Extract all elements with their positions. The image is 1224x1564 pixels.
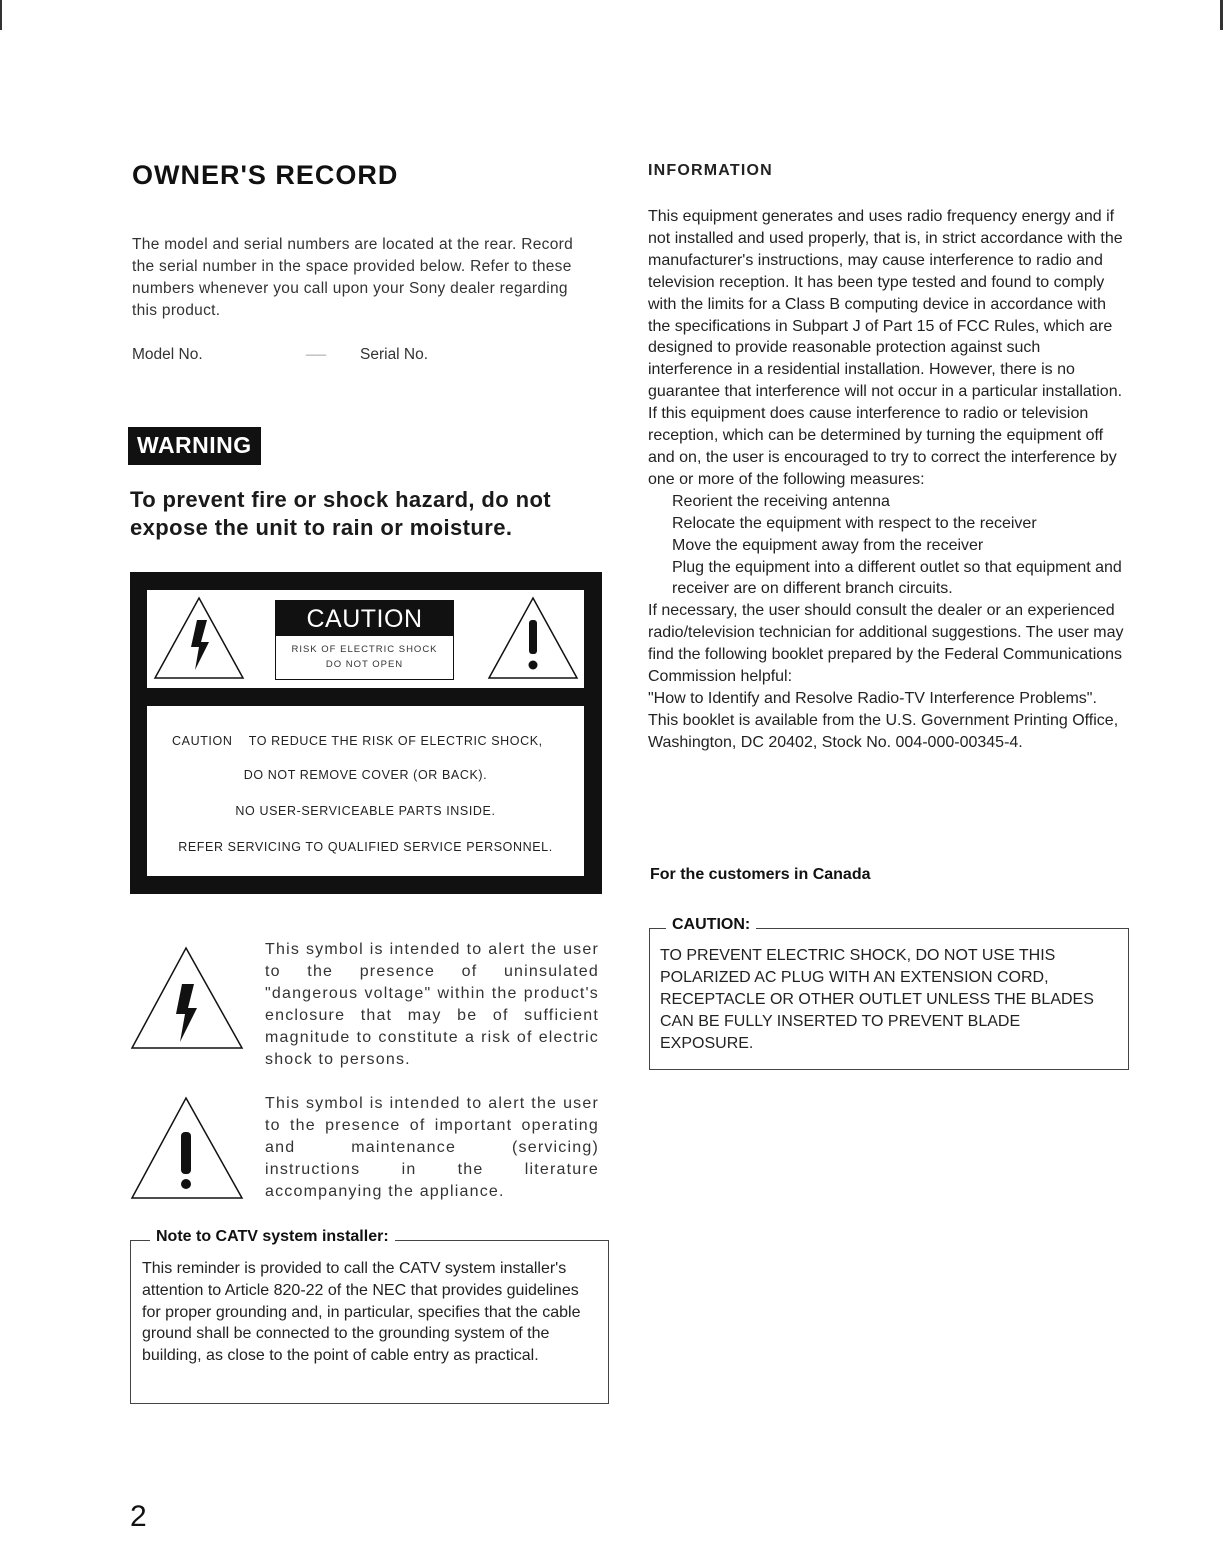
caution-text-prefix: CAUTION [172,734,233,748]
caution-heading: CAUTION [276,601,453,636]
lightning-symbol-explanation: This symbol is intended to alert the user to the presence of uninsulated "dangerous voltage" within the product's enclosure that may be of sufficient magnitude to constitute a risk of electric shock to persons. [265,941,599,1068]
scan-edge-right [1220,0,1223,30]
owners-record-title: OWNER'S RECORD [132,160,399,190]
lightning-triangle-icon [130,946,244,1050]
caution-label-text-panel [147,706,584,876]
information-intro: This equipment generates and uses radio frequency energy and if not installed and used properly, that is, in strict accordance with the manufacturer's instructions, may cause interference to radio and television reception. It has been type tested and found to comply with the limits for a Class B computing device in accordance with the specifications in Subpart J of Part 15 of FCC Rules, which are designed to provide reasonable protection against such interference in a residential installation. However, there is no guarantee that interference will not occur in a particular installation. If this equipment does cause interference to radio or television reception, which can be determined by turning the equipment off and on, the user is encouraged to try to correct the interference by one or more of the following measures: [648,208,1123,488]
catv-note-body: This reminder is provided to call the CATV system installer's attention to Article 820-22 of the NEC that provides guidelines for proper grounding and, in particular, specifies that the cable ground shall be connected to the grounding system of the building, as close to the point of cable entry as practical. [142,1260,581,1365]
measure-item: Relocate the equipment with respect to the receiver [672,514,1037,532]
catv-note-heading: Note to CATV system installer: [150,1228,395,1246]
measure-item: Plug the equipment into a different outlet so that equipment and receiver are on different branch circuits. [672,558,1122,598]
information-title: INFORMATION [648,162,773,179]
warning-badge: WARNING [129,428,260,464]
canada-caution-body: TO PREVENT ELECTRIC SHOCK, DO NOT USE THIS POLARIZED AC PLUG WITH AN EXTENSION CORD, RECEPTACLE OR OTHER OUTLET UNLESS THE BLADES CAN BE FULLY INSERTED TO PREVENT BLADE EXPOSURE. [660,947,1094,1052]
caution-box [275,600,454,680]
owners-record-paragraph: The model and serial numbers are located at the rear. Record the serial number in the space provided below. Refer to these numbers whenever you call upon your Sony dealer regarding this product. [132,236,574,319]
measure-item: Move the equipment away from the receiver [672,536,984,554]
lightning-triangle-icon [155,598,243,678]
information-consult: If necessary, the user should consult the dealer or an experienced radio/television technician for additional suggestions. The user may find the following booklet prepared by the Federal Communications Commission helpful: [648,602,1124,686]
model-no-label: Model No. [132,346,203,363]
warning-text: To prevent fire or shock hazard, do not expose the unit to rain or moisture. [130,487,552,540]
exclamation-triangle-icon [130,1096,244,1200]
page-number: 2 [130,1500,147,1533]
field-separator: ___ [306,342,327,356]
caution-text-line-1-body: TO REDUCE THE RISK OF ELECTRIC SHOCK, [248,734,543,748]
owners-record-fields [132,342,592,364]
information-booklet: "How to Identify and Resolve Radio-TV Interference Problems". This booklet is available from the U.S. Government Printing Office, Washington, DC 20402, Stock No. 004-000-00345-4. [648,689,1119,751]
caution-sub-do-not-open: DO NOT OPEN [325,659,404,670]
measure-item: Reorient the receiving antenna [672,492,890,510]
caution-text-line-2: DO NOT REMOVE COVER (OR BACK). [243,768,488,782]
scan-edge-left [0,0,2,30]
exclamation-symbol-explanation: This symbol is intended to alert the user to the presence of important operating and maintenance (servicing) instructions in the literature accompanying the appliance. [265,1095,599,1200]
information-body [648,206,1128,754]
caution-text-line-4: REFER SERVICING TO QUALIFIED SERVICE PERSONNEL. [178,840,553,854]
serial-no-label: Serial No. [360,346,429,363]
exclamation-triangle-icon [489,598,577,678]
caution-text-line-3: NO USER-SERVICEABLE PARTS INSIDE. [235,804,496,818]
canada-caution-heading: CAUTION: [666,916,756,934]
canada-title: For the customers in Canada [650,866,871,883]
caution-text-line-1 [172,734,582,748]
caution-sub-risk: RISK OF ELECTRIC SHOCK [291,644,438,655]
